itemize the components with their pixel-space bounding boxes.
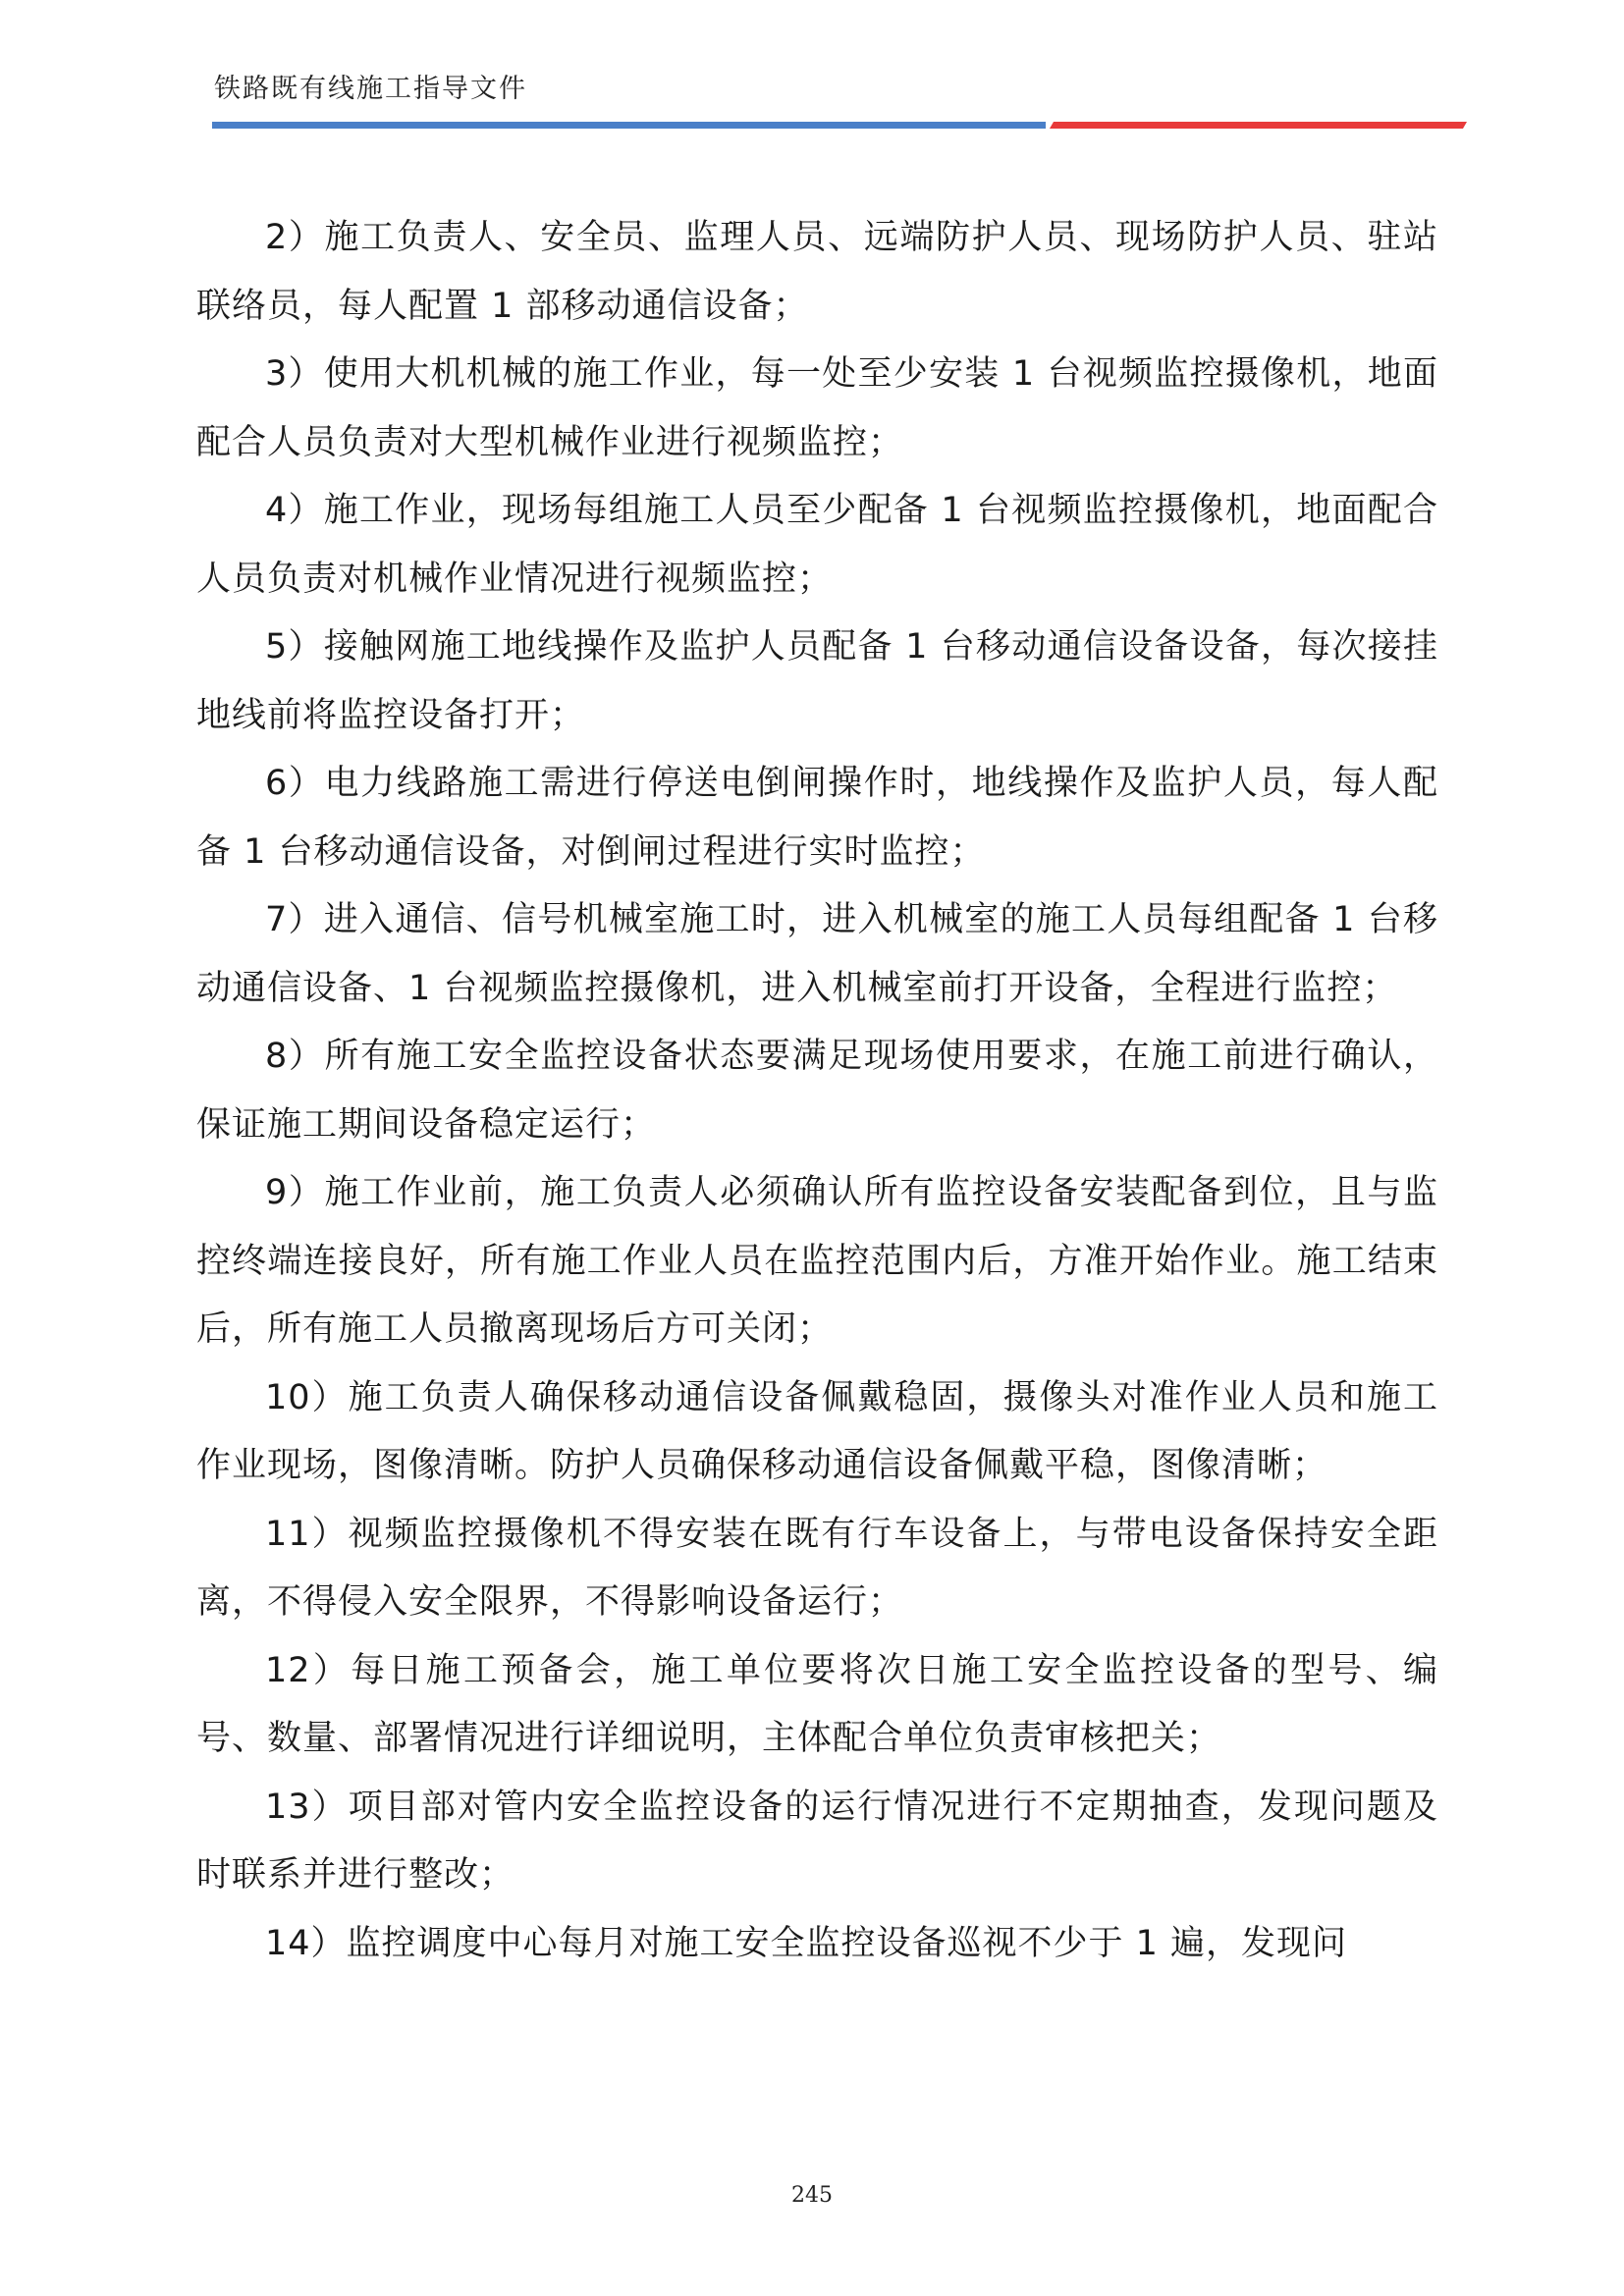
paragraph-item-13: 13）项目部对管内安全监控设备的运行情况进行不定期抽查，发现问题及时联系并进行整改； bbox=[196, 1787, 1438, 1895]
paragraph-item-14: 14）监控调度中心每月对施工安全监控设备巡视不少于 1 遍，发现问 bbox=[265, 1923, 1348, 1963]
paragraph-item-5: 5）接触网施工地线操作及监护人员配备 1 台移动通信设备设备，每次接挂地线前将监控设备打开； bbox=[196, 627, 1438, 735]
paragraph-item-2: 2）施工负责人、安全员、监理人员、远端防护人员、现场防护人员、驻站联络员，每人配置 1 部移动通信设备； bbox=[196, 218, 1438, 326]
header-divider-blue bbox=[212, 122, 1046, 129]
paragraph-item-6: 6）电力线路施工需进行停送电倒闸操作时，地线操作及监护人员，每人配备 1 台移动通信设备，对倒闸过程进行实时监控； bbox=[196, 764, 1438, 872]
paragraph-item-9: 9）施工作业前，施工负责人必须确认所有监控设备安装配备到位，且与监控终端连接良好，所有施工作业人员在监控范围内后，方准开始作业。施工结束后，所有施工人员撤离现场后方可关闭； bbox=[196, 1173, 1438, 1349]
paragraph-item-10: 10）施工负责人确保移动通信设备佩戴稳固，摄像头对准作业人员和施工作业现场，图像清晰。防护人员确保移动通信设备佩戴平稳，图像清晰； bbox=[196, 1377, 1438, 1485]
document-header-title: 铁路既有线施工指导文件 bbox=[214, 74, 527, 104]
paragraph-item-12: 12）每日施工预备会，施工单位要将次日施工安全监控设备的型号、编号、数量、部署情况进行详细说明，主体配合单位负责审核把关； bbox=[196, 1650, 1438, 1758]
header-divider bbox=[212, 122, 1465, 129]
paragraph-item-8: 8）所有施工安全监控设备状态要满足现场使用要求，在施工前进行确认，保证施工期间设备稳定运行； bbox=[196, 1037, 1438, 1145]
document-body bbox=[196, 204, 1438, 1978]
paragraph-item-7: 7）进入通信、信号机械室施工时，进入机械室的施工人员每组配备 1 台移动通信设备、1 台视频监控摄像机，进入机械室前打开设备，全程进行监控； bbox=[196, 900, 1438, 1008]
paragraph-item-3: 3）使用大机机械的施工作业，每一处至少安装 1 台视频监控摄像机，地面配合人员负责对大型机械作业进行视频监控； bbox=[196, 354, 1438, 462]
paragraph-item-4: 4）施工作业，现场每组施工人员至少配备 1 台视频监控摄像机，地面配合人员负责对机械作业情况进行视频监控； bbox=[196, 491, 1438, 599]
paragraph-item-11: 11）视频监控摄像机不得安装在既有行车设备上，与带电设备保持安全距离，不得侵入安全限界，不得影响设备运行； bbox=[196, 1514, 1438, 1622]
header-divider-red bbox=[1050, 122, 1468, 129]
page-number: 245 bbox=[791, 2183, 833, 2208]
